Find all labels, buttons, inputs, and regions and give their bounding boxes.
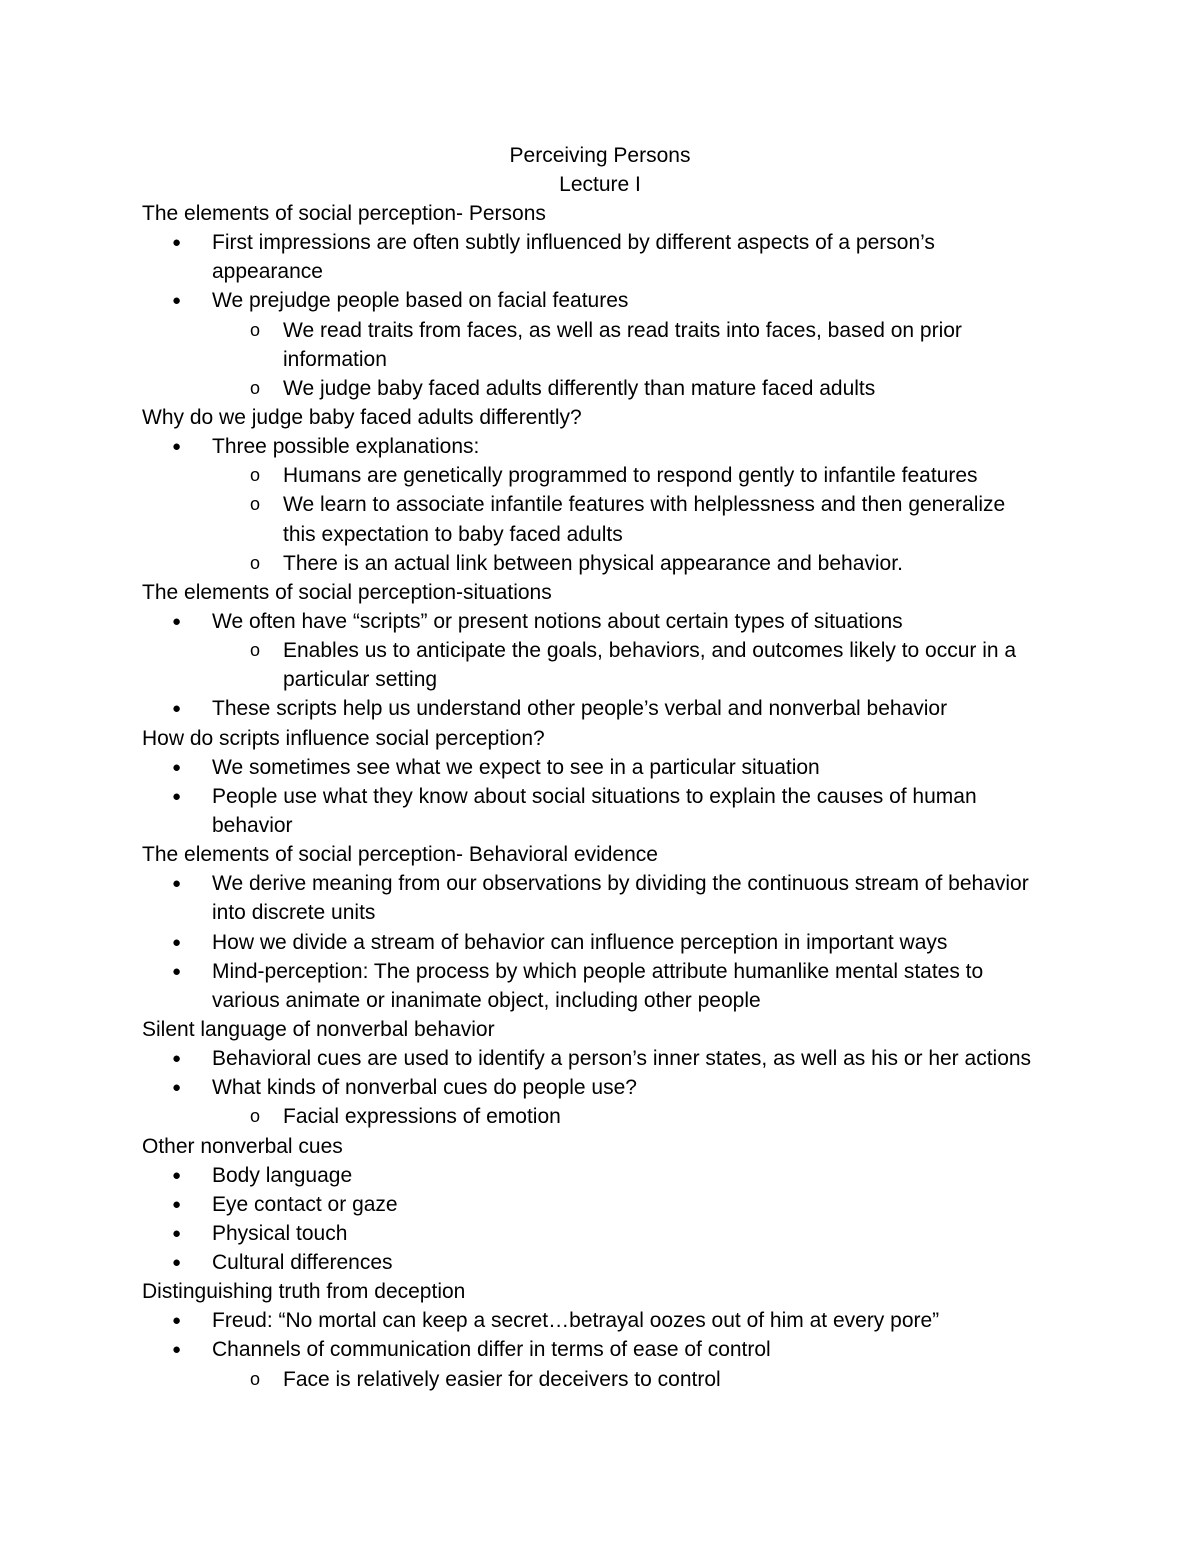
bullet-item	[142, 1161, 1062, 1190]
bullet-item	[142, 286, 1062, 315]
bullet-marker: ●	[172, 875, 182, 893]
bullet-text: Face is relatively easier for deceivers to control	[283, 1367, 721, 1391]
bullet-text: behavior	[212, 813, 293, 837]
sub-bullet-item	[142, 461, 1062, 490]
sub-bullet-marker: o	[250, 377, 261, 398]
bullet-text: There is an actual link between physical appearance and behavior.	[283, 551, 903, 575]
sub-bullet-item	[142, 316, 1062, 345]
bullet-text: particular setting	[283, 668, 438, 692]
bullet-text: appearance	[212, 260, 323, 284]
bullet-item	[142, 811, 1062, 840]
bullet-item	[142, 1335, 1062, 1364]
bullet-item	[142, 1248, 1062, 1277]
bullet-text: information	[283, 347, 387, 371]
bullet-text: We learn to associate infantile features with helplessness and then generalize	[283, 493, 1006, 517]
sub-bullet-item	[142, 490, 1062, 519]
sub-bullet-marker: o	[250, 494, 261, 515]
bullet-text: Humans are genetically programmed to respond gently to infantile features	[283, 464, 978, 488]
sub-bullet-item	[142, 1365, 1062, 1394]
bullet-text: Mind-perception: The process by which people attribute humanlike mental states to	[212, 959, 984, 983]
bullet-marker: ●	[172, 787, 182, 805]
bullet-text: Behavioral cues are used to identify a person’s inner states, as well as his or her actions	[212, 1047, 1032, 1071]
sub-bullet-item	[142, 636, 1062, 665]
bullet-text: Cultural differences	[212, 1251, 393, 1275]
bullet-marker: ●	[172, 1166, 182, 1184]
bullet-text: We often have “scripts” or present notions about certain types of situations	[212, 609, 903, 633]
bullet-text: Eye contact or gaze	[212, 1192, 398, 1216]
bullet-text: What kinds of nonverbal cues do people use?	[212, 1076, 637, 1100]
bullet-item	[142, 257, 1062, 286]
sub-bullet-marker: o	[250, 465, 261, 486]
bullet-text: Enables us to anticipate the goals, behaviors, and outcomes likely to occur in a	[283, 639, 1017, 663]
sub-bullet-marker: o	[250, 319, 261, 340]
bullet-marker: ●	[172, 758, 182, 776]
bullet-marker: ●	[172, 612, 182, 630]
bullet-marker: ●	[172, 234, 182, 252]
section-heading: Distinguishing truth from deception	[142, 1280, 466, 1304]
sub-bullet-item	[142, 549, 1062, 578]
bullet-item	[142, 694, 1062, 723]
bullet-item	[142, 898, 1062, 927]
bullet-marker: ●	[172, 438, 182, 456]
outline-body	[142, 199, 1062, 1394]
bullet-item	[142, 607, 1062, 636]
bullet-text: We judge baby faced adults differently than mature faced adults	[283, 376, 876, 400]
bullet-marker: ●	[172, 1224, 182, 1242]
bullet-item	[142, 1219, 1062, 1248]
bullet-item	[142, 869, 1062, 898]
sub-bullet-item	[142, 1102, 1062, 1131]
bullet-marker: ●	[172, 933, 182, 951]
sub-bullet-item	[142, 520, 1062, 549]
document-subtitle: Lecture I	[559, 173, 641, 196]
bullet-text: into discrete units	[212, 901, 376, 925]
section-heading: Silent language of nonverbal behavior	[142, 1017, 495, 1041]
sub-bullet-marker: o	[250, 1106, 261, 1127]
sub-bullet-item	[142, 665, 1062, 694]
bullet-marker: ●	[172, 1341, 182, 1359]
bullet-item	[142, 1073, 1062, 1102]
sub-bullet-marker: o	[250, 640, 261, 661]
bullet-marker: ●	[172, 1050, 182, 1068]
bullet-marker: ●	[172, 1312, 182, 1330]
section-heading: Why do we judge baby faced adults differently?	[142, 405, 582, 429]
bullet-text: Freud: “No mortal can keep a secret…betrayal oozes out of him at every pore”	[212, 1309, 940, 1333]
bullet-marker: ●	[172, 1254, 182, 1272]
bullet-item	[142, 782, 1062, 811]
bullet-marker: ●	[172, 1079, 182, 1097]
section-heading: Other nonverbal cues	[142, 1134, 343, 1158]
bullet-item	[142, 986, 1062, 1015]
bullet-marker: ●	[172, 292, 182, 310]
sub-bullet-item	[142, 345, 1062, 374]
bullet-text: We sometimes see what we expect to see in a particular situation	[212, 755, 820, 779]
bullet-item	[142, 753, 1062, 782]
bullet-marker: ●	[172, 962, 182, 980]
bullet-item	[142, 928, 1062, 957]
bullet-text: Three possible explanations:	[212, 435, 480, 459]
bullet-text: People use what they know about social situations to explain the causes of human	[212, 784, 977, 808]
bullet-item	[142, 1044, 1062, 1073]
bullet-text: We read traits from faces, as well as read traits into faces, based on prior	[283, 318, 962, 342]
bullet-text: Physical touch	[212, 1221, 348, 1245]
bullet-text: How we divide a stream of behavior can influence perception in important ways	[212, 930, 948, 954]
section-heading: The elements of social perception- Persons	[142, 202, 546, 225]
bullet-text: Channels of communication differ in terms of ease of control	[212, 1338, 771, 1362]
bullet-text: First impressions are often subtly influenced by different aspects of a person’s	[212, 231, 935, 255]
bullet-text: Body language	[212, 1163, 353, 1187]
bullet-text: These scripts help us understand other people’s verbal and nonverbal behavior	[212, 697, 948, 721]
section-heading: How do scripts influence social perception?	[142, 726, 545, 750]
bullet-item	[142, 1306, 1062, 1335]
document-title: Perceiving Persons	[509, 144, 691, 167]
bullet-item	[142, 432, 1062, 461]
section-heading: The elements of social perception-situations	[142, 580, 552, 604]
bullet-text: Facial expressions of emotion	[283, 1105, 561, 1129]
bullet-item	[142, 957, 1062, 986]
sub-bullet-marker: o	[250, 1368, 261, 1389]
bullet-marker: ●	[172, 700, 182, 718]
bullet-item	[142, 228, 1062, 257]
bullet-text: this expectation to baby faced adults	[283, 522, 623, 546]
section-heading: The elements of social perception- Behavioral evidence	[142, 843, 658, 867]
bullet-marker: ●	[172, 1195, 182, 1213]
bullet-text: We derive meaning from our observations by dividing the continuous stream of behavior	[212, 872, 1029, 896]
bullet-text: We prejudge people based on facial features	[212, 289, 629, 313]
bullet-item	[142, 1190, 1062, 1219]
sub-bullet-marker: o	[250, 552, 261, 573]
bullet-text: various animate or inanimate object, including other people	[212, 988, 761, 1012]
sub-bullet-item	[142, 374, 1062, 403]
